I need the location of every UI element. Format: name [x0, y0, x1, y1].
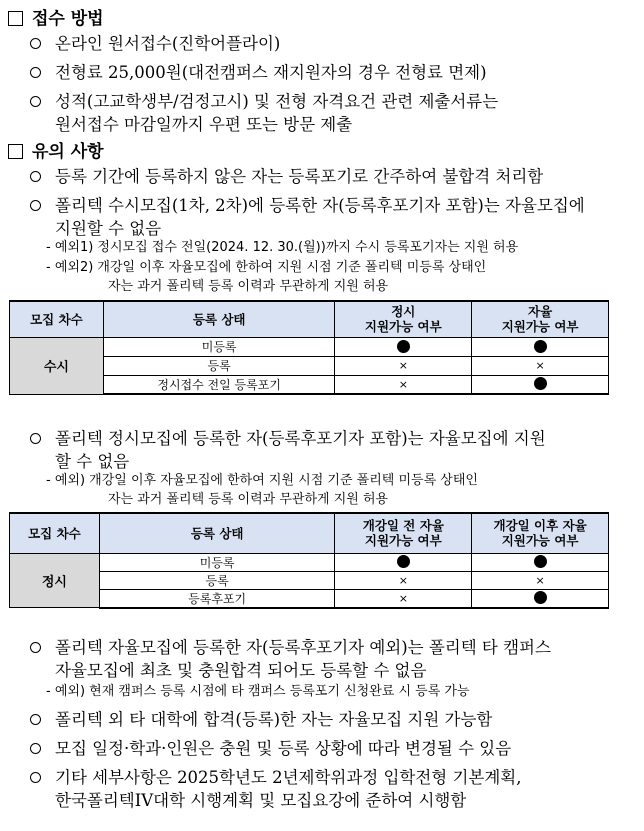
table-row: 수시 미등록: [10, 337, 609, 356]
table-row: 정시 미등록: [10, 553, 609, 571]
checkbox-square-icon: [8, 144, 23, 159]
note-exception-cont: 자는 과거 폴리텍 등록 이력과 무관하게 지원 허용: [108, 492, 389, 507]
mark-cell: ×: [472, 571, 609, 589]
mark-cell: [472, 375, 609, 394]
col-header-open: 자율 지원가능 여부: [472, 301, 609, 337]
note-exception: - 예외) 개강일 이후 자율모집에 한하여 지원 시점 기준 폴리텍 미등록 상태인: [46, 473, 478, 488]
col-header-status: 등록 상태: [103, 301, 335, 337]
section-heading-application: 접수 방법: [8, 4, 104, 29]
round-cell: 정시: [10, 553, 100, 608]
mark-cell: ×: [335, 375, 472, 394]
col-header-before: 개강일 전 자율 지원가능 여부: [335, 513, 472, 553]
note-exception-1: - 예외1) 정시모집 접수 전일(2024. 12. 30.(월))까지 수시 등록포기자는 지원 허용: [46, 240, 519, 255]
col-header-round: 모집 차수: [10, 513, 100, 553]
circle-bullet-icon: [30, 642, 41, 653]
checkbox-square-icon: [8, 11, 23, 26]
mark-cell: [472, 589, 609, 608]
circle-bullet-icon: [30, 67, 41, 78]
filled-circle-icon: [397, 555, 410, 568]
col-header-round: 모집 차수: [10, 301, 104, 337]
note-exception-2: - 예외2) 개강일 이후 자율모집에 한하여 지원 시점 기준 폴리텍 미등록 상태인: [46, 260, 487, 275]
filled-circle-icon: [534, 591, 547, 604]
mark-cell: [335, 553, 472, 571]
mark-cell: [472, 337, 609, 356]
col-header-regular: 정시 지원가능 여부: [335, 301, 472, 337]
col-header-status: 등록 상태: [99, 513, 335, 553]
table-row: 등록 × ×: [10, 356, 609, 375]
circle-bullet-icon: [30, 38, 41, 49]
mark-cell: ×: [335, 589, 472, 608]
circle-bullet-icon: [30, 714, 41, 725]
mark-cell: ×: [335, 356, 472, 375]
table-early-admission: [9, 300, 609, 395]
filled-circle-icon: [534, 340, 547, 353]
section-heading-notes: 유의 사항: [8, 137, 104, 162]
mark-cell: [335, 337, 472, 356]
filled-circle-icon: [534, 555, 547, 568]
circle-bullet-icon: [30, 171, 41, 182]
note-exception-2-cont: 자는 과거 폴리텍 등록 이력과 무관하게 지원 허용: [108, 279, 389, 294]
table-row: 정시접수 전일 등록포기 ×: [10, 375, 609, 394]
mark-cell: ×: [335, 571, 472, 589]
col-header-after: 개강일 이후 자율 지원가능 여부: [472, 513, 609, 553]
table-row: 등록 × ×: [10, 571, 609, 589]
circle-bullet-icon: [30, 200, 41, 211]
mark-cell: ×: [472, 356, 609, 375]
round-cell: 수시: [10, 337, 104, 394]
filled-circle-icon: [397, 340, 410, 353]
mark-cell: [472, 553, 609, 571]
table-row: 등록후포기 ×: [10, 589, 609, 608]
note-exception: - 예외) 현재 캠퍼스 등록 시점에 타 캠퍼스 등록포기 신청완료 시 등록 가능: [46, 684, 470, 699]
circle-bullet-icon: [30, 772, 41, 783]
filled-circle-icon: [534, 377, 547, 390]
document-page: 접수 방법 온라인 원서접수(진학어플라이) 전형료 25,000원(대전캠퍼스 재지원자의 경우 전형료 면제) 성적(고교학생부/검정고시) 및 전형 자격요건 관련 제출서류는 원서접수 마감일까지 우편 또는 방문 제출 유의 사항 등록 기간에 등록하지 않은 자는 등록포기로 간주하여 불합격 처리함 폴리텍 수시모집(1차, 2차)에 등록한 자(등록후포기자 포함)는 자율모집에 지원할 수 없음 - 예외1) 정시모집 접수 전일(2024. 12. 30.(월))까지 수시 등록포기자는 지원 허용 - 예외2) 개강일 이후 자율모집에 한하여 지원 시점 기준 폴리텍 미등록 상태인 자는 과거 폴리텍 등록 이력과 무관하게 지원 허용 모집 차수 등록 상태 정시 지원가능 여부 자율 지원가능 여부 수시 미등록 등록 × × 정시접수 전일 등록포기 × 폴리텍 정시모집에 등록한 자(등록후포기자 포함)는 자율모집에 지원 할 수 없음 - 예외) 개강일 이후 자율모집에 한하여 지원 시점 기준 폴리텍 미등록 상태인 자는 과거 폴리텍 등록 이력과 무관하게 지원 허용 모집 차수 등록 상태 개강일 전 자율 지원가능 여부 개강일 이후 자율 지원가능 여부 정시 미등록 등록 × × 등록후포기 × 폴리텍 자율모집에 등록한 자(등록후포기자 예외)는 폴리텍 타 캠퍼스 자율모집에 최초 및 충원합격 되어도 등록할 수 없음 - 예외) 현재 캠퍼스 등록 시점에 타 캠퍼스 등록포기 신청완료 시 등록 가능 폴리텍 외 타 대학에 합격(등록)한 자는 자율모집 지원 가능함 모집 일정·학과·인원은 충원 및 등록 상황에 따라 변경될 수 있음 기타 세부사항은 2025학년도 2년제학위과정 입학전형 기본계획, 한국폴리텍IV대학 시행계획 및 모집요강에 준하여 시행함: [0, 0, 644, 831]
table-regular-admission: [9, 512, 609, 609]
circle-bullet-icon: [30, 96, 41, 107]
circle-bullet-icon: [30, 743, 41, 754]
circle-bullet-icon: [30, 433, 41, 444]
